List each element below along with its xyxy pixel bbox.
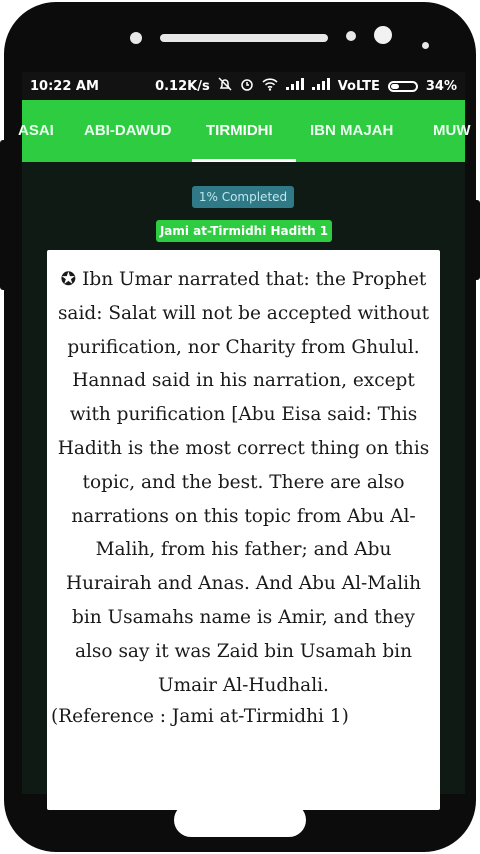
hadith-text: Ibn Umar narrated that: the Prophet said: Salat will not be accepted without purification, nor Charity from Ghulul. Hannad said in his narration, except with purification [Abu Eisa said: This Hadith is the most correct thing on this topic, and the best. There are also narrations on this topic from Abu Al-Malih, from his father; and Abu Hurairah and Anas. And Abu Al-Malih bin Usamahs name is Amir, and they also say it was Zaid bin Usamah bin Umair Al-Hudhali.: [57, 269, 430, 696]
collection-tabs: [18, 100, 471, 162]
progress-badge: 1% Completed: [192, 186, 294, 208]
home-button[interactable]: [174, 803, 306, 837]
hadith-title-badge: Jami at-Tirmidhi Hadith 1: [156, 220, 332, 242]
status-time: 10:22 AM: [30, 78, 99, 94]
status-bar: [22, 72, 465, 100]
alarm-off-icon: [218, 77, 232, 95]
phone-frame: [4, 2, 476, 852]
tab-tirmidhi[interactable]: TIRMIDHI: [206, 122, 273, 139]
tab-ibn-majah[interactable]: IBN MAJAH: [310, 122, 394, 139]
app-screen: [18, 72, 471, 794]
camera-lens-icon: [374, 26, 392, 44]
hadith-reference: (Reference : Jami at-Tirmidhi 1): [51, 706, 349, 728]
network-type: VoLTE: [337, 78, 380, 94]
led-indicator-icon: [422, 42, 429, 49]
network-speed: 0.12K/s: [155, 78, 210, 94]
battery-percent: 34%: [425, 78, 457, 94]
hadith-text-block: [47, 250, 440, 702]
hadith-card: [47, 250, 440, 810]
star-icon: ✪: [60, 269, 77, 290]
power-button: [472, 200, 480, 280]
alarm-clock-icon: [240, 77, 254, 95]
tab-abi-dawud[interactable]: ABI-DAWUD: [84, 122, 172, 139]
sensor-icon: [346, 31, 356, 41]
tab-nasai[interactable]: ASAI: [18, 122, 54, 139]
wifi-icon: [262, 78, 278, 95]
active-tab-indicator: [192, 159, 296, 162]
front-camera-icon: [130, 32, 142, 44]
signal-sim1-icon: [286, 78, 304, 94]
earpiece-speaker: [160, 34, 328, 42]
tab-muwatta[interactable]: MUW: [433, 122, 471, 139]
volume-button: [0, 140, 8, 290]
battery-icon: [388, 81, 418, 92]
signal-sim2-icon: [312, 78, 330, 94]
